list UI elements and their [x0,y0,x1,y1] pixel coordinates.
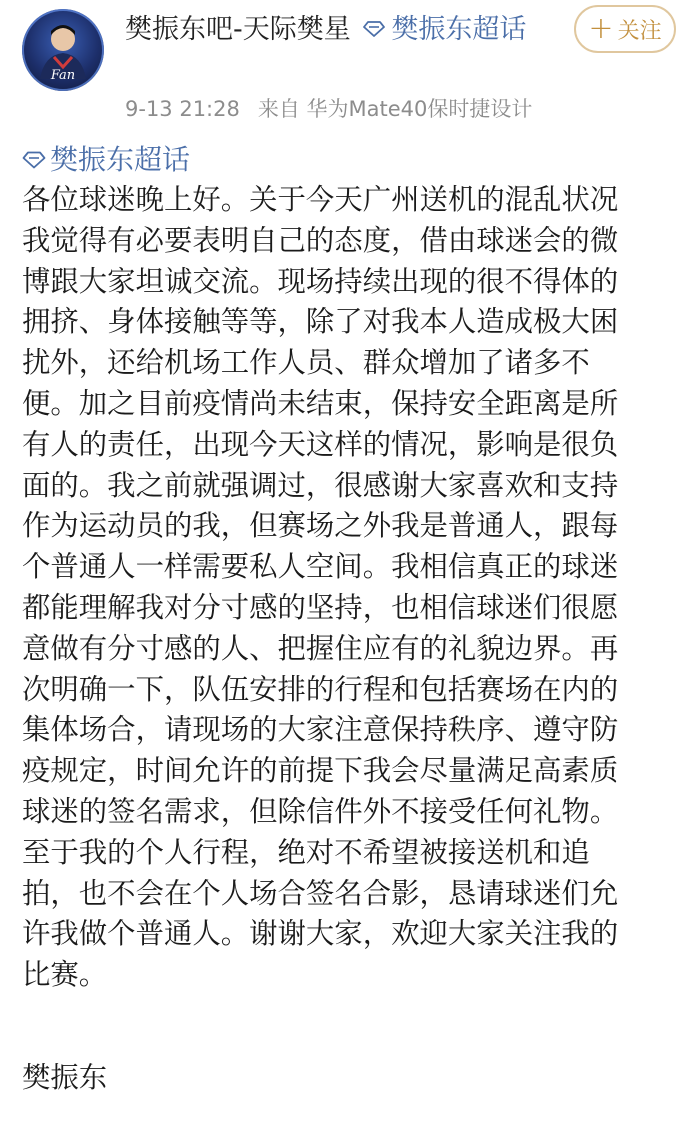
post-meta [125,93,550,123]
post-line: 都能理解我对分寸感的坚持，也相信球迷们很愿 [22,590,619,624]
post-line: 疫规定，时间允许的前提下我会尽量满足高素质 [22,754,619,788]
follow-label: 关注 [617,18,662,44]
post-line: 个普通人一样需要私人空间。我相信真正的球迷 [22,550,619,584]
post-line: 各位球迷晚上好。关于今天广州送机的混乱状况 [22,183,619,216]
post-line: 集体场合，请现场的大家注意保持秩序、遵守防 [22,713,619,747]
post-line: 博跟大家坦诚交流。现场持续出现的很不得体的 [22,264,619,298]
post-line: 面的。我之前就强调过，很感谢大家喜欢和支持 [22,468,619,502]
header-topic-label: 樊振东超话 [391,14,527,45]
post-line: 便。加之目前疫情尚未结束，保持安全距离是所 [22,386,619,420]
post-line: 作为运动员的我，但赛场之外我是普通人，跟每 [22,509,619,543]
post-line: 拍，也不会在个人场合签名合影，恳请球迷们允 [22,876,619,910]
post-line: 意做有分寸感的人、把握住应有的礼貌边界。再 [22,631,619,665]
author-name[interactable]: 樊振东吧-天际樊星 [125,14,351,45]
post-line: 比赛。 [22,958,108,992]
plus-icon: + [588,11,614,46]
avatar[interactable] [22,9,104,91]
post-line: 有人的责任，出现今天这样的情况，影响是很负 [22,427,619,461]
post-timestamp: 9-13 21:28 [125,97,240,121]
post-signature: 樊振东 [22,1061,108,1094]
diamond-icon [22,151,46,169]
author-name-block [125,10,565,50]
post-source: 来自 华为Mate40保时捷设计 [257,97,533,121]
post-line: 我觉得有必要表明自己的态度，借由球迷会的微 [22,223,619,257]
follow-button[interactable] [574,5,676,53]
post-line: 许我做个普通人。谢谢大家，欢迎大家关注我的 [22,917,619,951]
post-line: 球迷的签名需求，但除信件外不接受任何礼物。 [22,794,619,828]
content-topic-link[interactable] [22,140,190,180]
post-line: 至于我的个人行程，绝对不希望被接送机和追 [22,835,590,869]
header-topic-link[interactable] [359,14,526,45]
post-line: 扰外，还给机场工作人员、群众增加了诸多不 [22,346,590,380]
post-body [22,180,700,996]
diamond-icon [363,21,385,37]
avatar-caption: Fan [50,68,76,83]
content-topic-label: 樊振东超话 [50,143,191,176]
post-line: 拥挤、身体接触等等，除了对我本人造成极大困 [22,305,619,339]
avatar-image [22,9,104,91]
post-line: 次明确一下，队伍安排的行程和包括赛场在内的 [22,672,619,706]
